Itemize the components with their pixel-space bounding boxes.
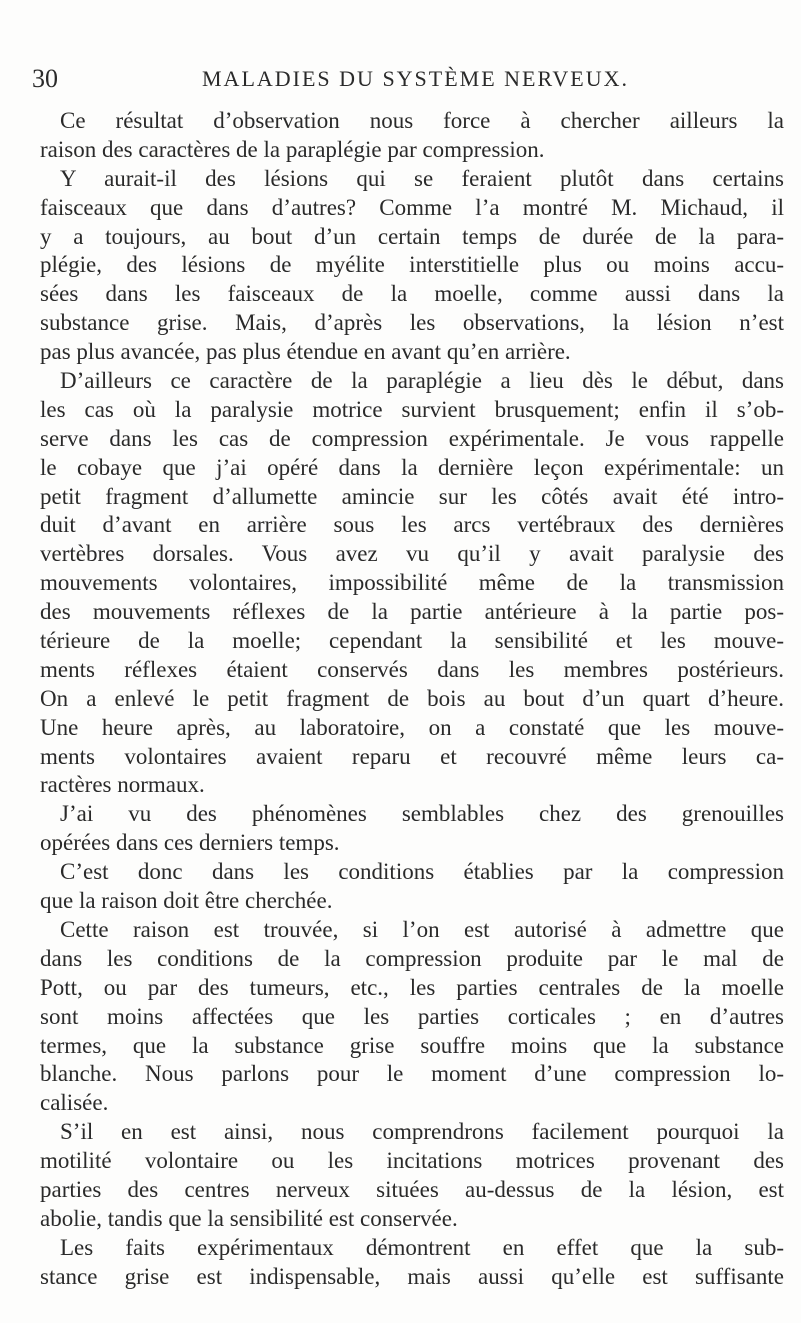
text-line: les cas où la paralysie motrice survient brusquement; enfin il s’ob-	[40, 396, 784, 422]
text-line: opérées dans ces derniers temps.	[40, 830, 340, 856]
text-line: sont moins affectées que les parties corticales ; en d’autres	[40, 1003, 784, 1029]
text-line: Les faits expérimentaux démontrent en effet que la sub-	[60, 1234, 784, 1260]
text-line: termes, que la substance grise souffre moins que la substance	[40, 1032, 784, 1058]
page-header	[32, 60, 772, 100]
text-line: raison des caractères de la paraplégie par compression.	[40, 136, 545, 162]
text-line: que la raison doit être cherchée.	[40, 888, 333, 914]
text-line: S’il en est ainsi, nous comprendrons facilement pourquoi la	[60, 1119, 784, 1145]
text-line: petit fragment d’allumette amincie sur les côtés avait été intro-	[40, 483, 784, 509]
body-text	[40, 107, 784, 1292]
text-line: plégie, des lésions de myélite interstitielle plus ou moins accu-	[40, 252, 784, 278]
text-line: ractères normaux.	[40, 772, 205, 798]
text-line: duit d’avant en arrière sous les arcs vertébraux des dernières	[40, 512, 784, 538]
text-line: Ce résultat d’observation nous force à chercher ailleurs la	[60, 108, 784, 133]
text-line: y a toujours, au bout d’un certain temps de durée de la para-	[40, 223, 784, 249]
text-line: On a enlevé le petit fragment de bois au bout d’un quart d’heure.	[40, 685, 784, 711]
text-line: Y aurait-il des lésions qui se feraient plutôt dans certains	[60, 165, 784, 191]
text-line: ments réflexes étaient conservés dans les membres postérieurs.	[40, 656, 784, 682]
text-line: Une heure après, au laboratoire, on a constaté que les mouve-	[40, 714, 784, 740]
text-line: térieure de la moelle; cependant la sensibilité et les mouve-	[40, 628, 784, 654]
running-title: MALADIES DU SYSTÈME NERVEUX.	[202, 66, 630, 91]
text-line: stance grise est indispensable, mais aussi qu’elle est suffisante	[40, 1263, 784, 1289]
text-line: Cette raison est trouvée, si l’on est autorisé à admettre que	[60, 916, 784, 942]
text-line: sées dans les faisceaux de la moelle, comme aussi dans la	[40, 281, 784, 307]
text-line: motilité volontaire ou les incitations motrices provenant des	[40, 1148, 784, 1174]
text-line: pas plus avancée, pas plus étendue en avant qu’en arrière.	[40, 339, 571, 365]
text-line: dans les conditions de la compression produite par le mal de	[40, 945, 784, 971]
text-line: mouvements volontaires, impossibilité même de la transmission	[40, 570, 784, 596]
text-line: parties des centres nerveux situées au-dessus de la lésion, est	[40, 1176, 784, 1202]
text-line: calisée.	[40, 1090, 109, 1116]
text-line: ments volontaires avaient reparu et recouvré même leurs ca-	[40, 743, 784, 769]
text-line: serve dans les cas de compression expérimentale. Je vous rappelle	[40, 425, 784, 451]
text-line: substance grise. Mais, d’après les observations, la lésion n’est	[40, 310, 784, 336]
text-line: faisceaux que dans d’autres? Comme l’a montré M. Michaud, il	[40, 194, 784, 220]
text-line: le cobaye que j’ai opéré dans la dernière leçon expérimentale: un	[40, 454, 784, 480]
text-line: J’ai vu des phénomènes semblables chez des grenouilles	[60, 801, 784, 827]
text-line: blanche. Nous parlons pour le moment d’une compression lo-	[40, 1061, 784, 1087]
page-number: 30	[32, 64, 58, 93]
text-line: C’est donc dans les conditions établies par la compression	[60, 859, 784, 885]
text-line: abolie, tandis que la sensibilité est conservée.	[40, 1205, 458, 1231]
text-line: Pott, ou par des tumeurs, etc., les parties centrales de la moelle	[40, 974, 784, 1000]
text-line: vertèbres dorsales. Vous avez vu qu’il y avait paralysie des	[40, 541, 784, 567]
text-line: des mouvements réflexes de la partie antérieure à la partie pos-	[40, 599, 784, 625]
text-line: D’ailleurs ce caractère de la paraplégie a lieu dès le début, dans	[60, 368, 784, 394]
